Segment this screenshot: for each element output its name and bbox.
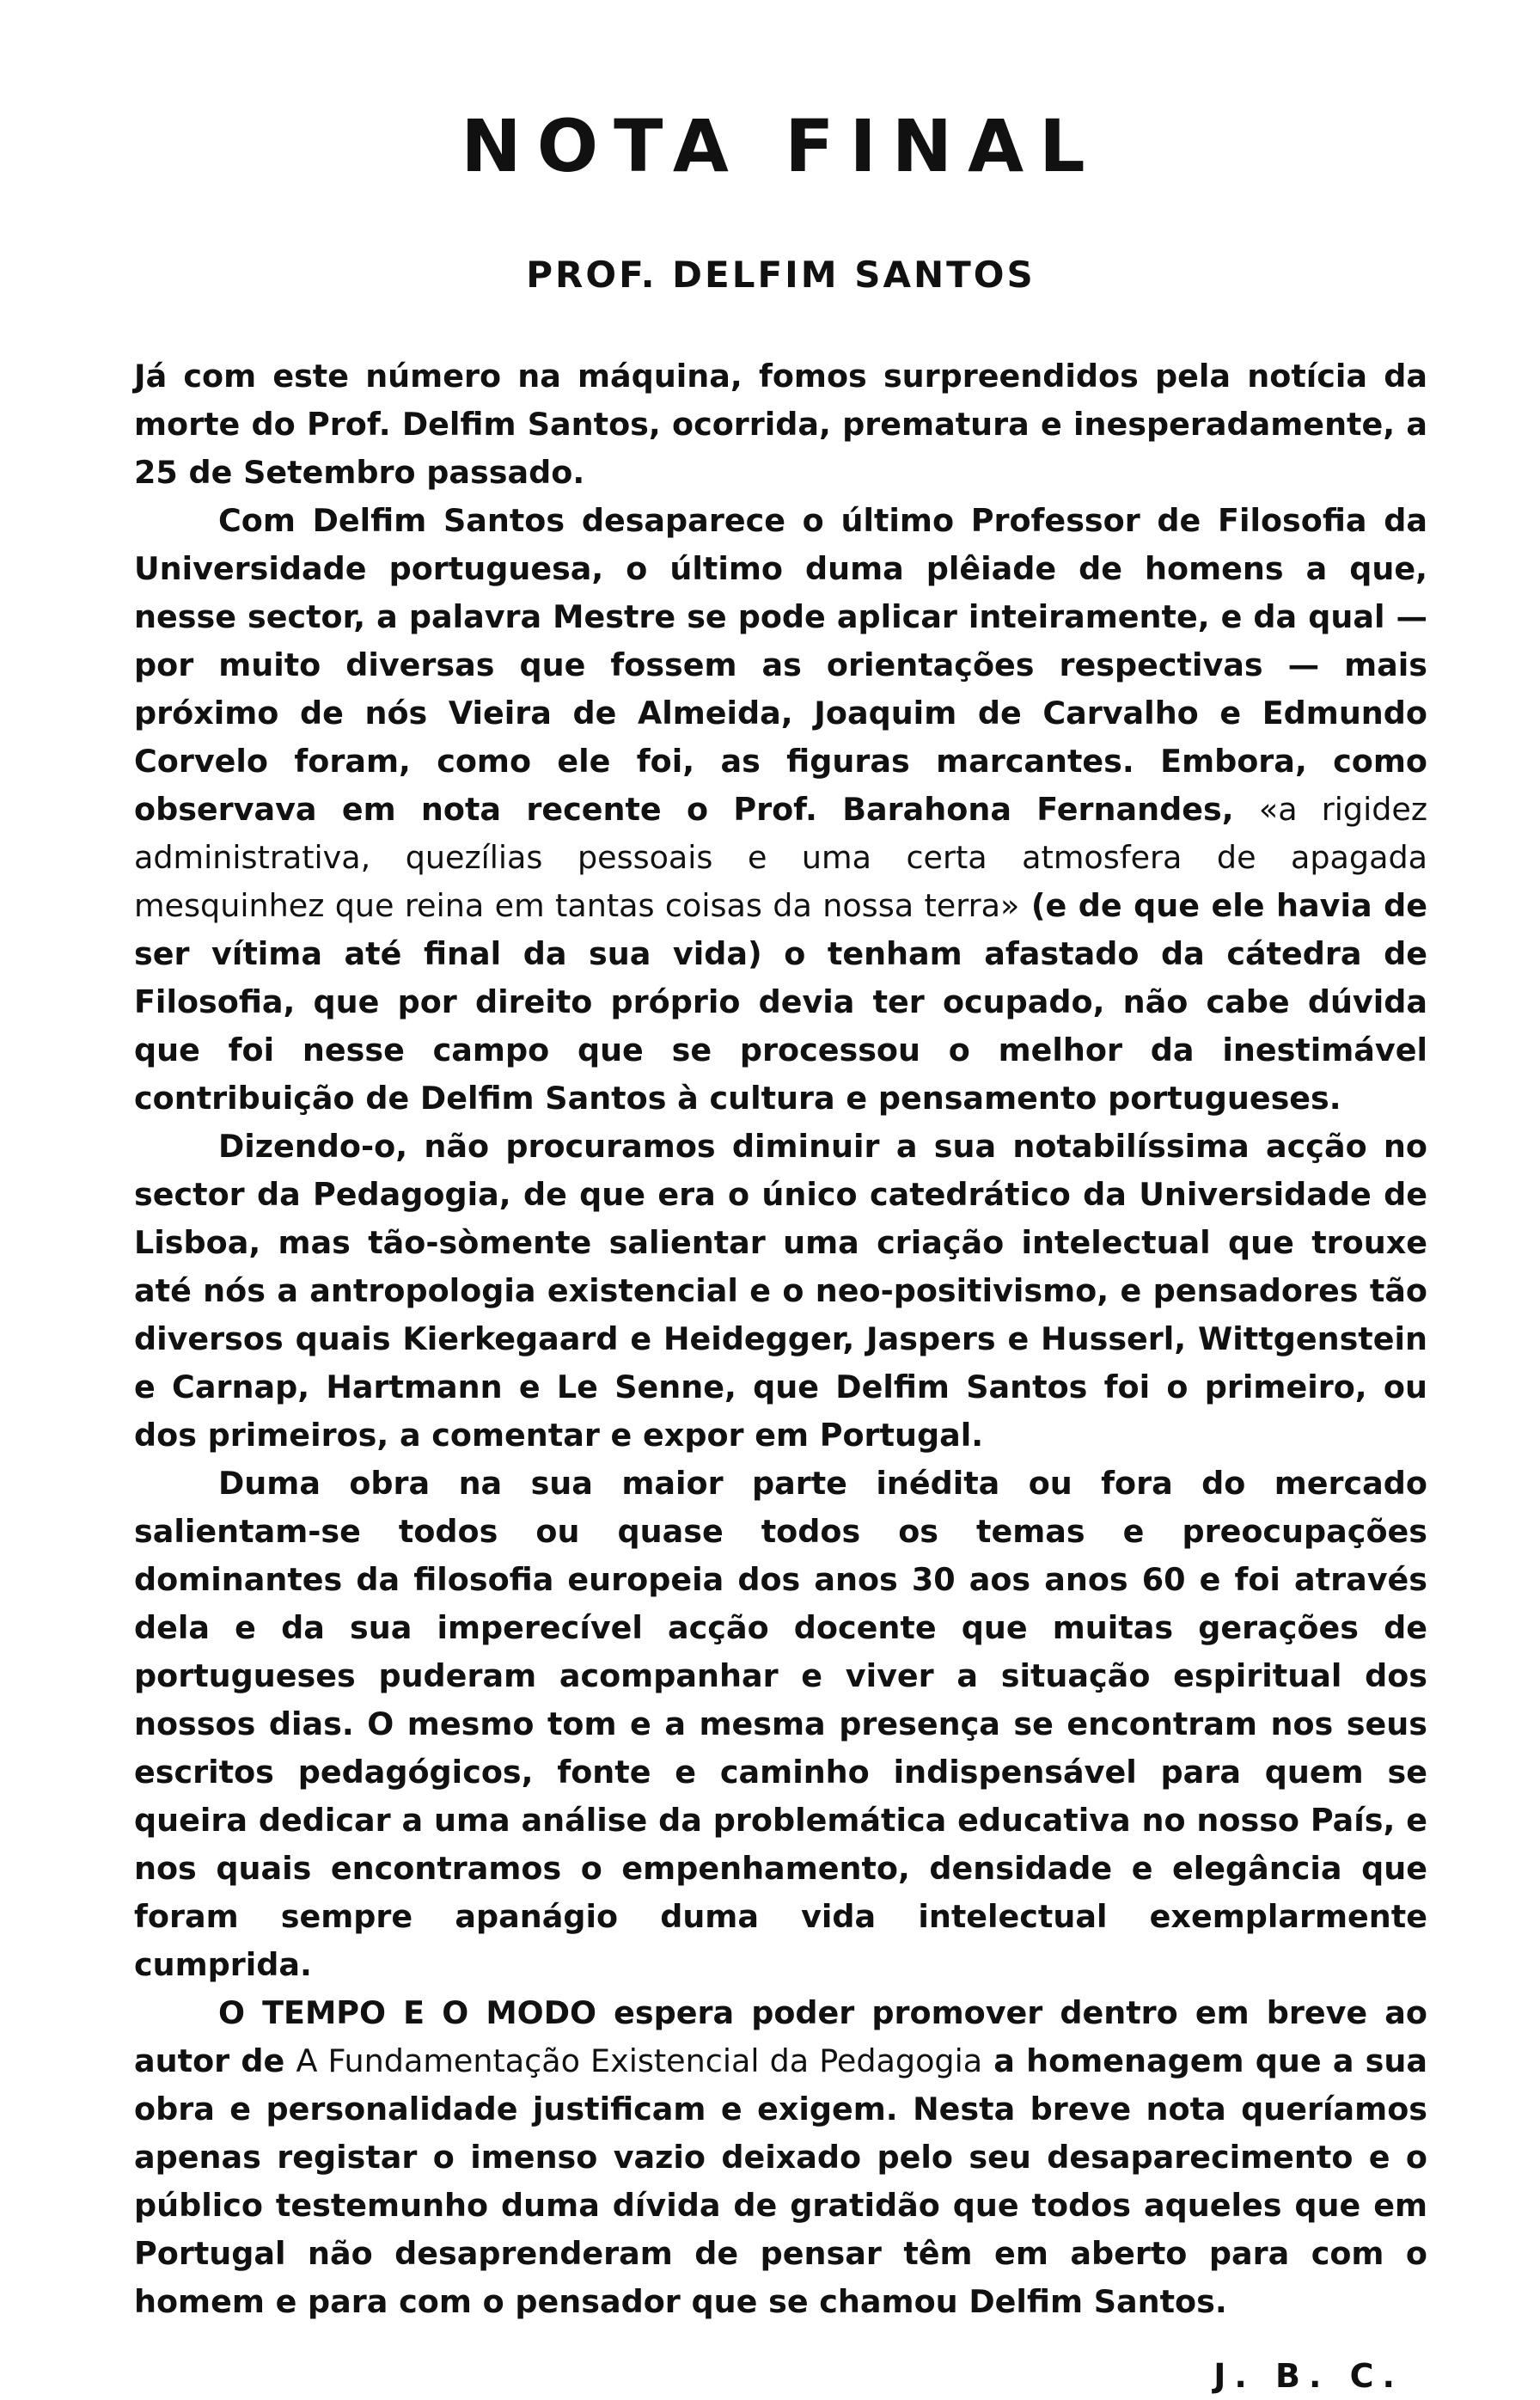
author-signature: J. B. C.	[1213, 2357, 1403, 2395]
paragraph-5-book-title: A Fundamentação Existencial da Pedagogia	[296, 2042, 983, 2079]
article-page	[134, 103, 1427, 2400]
paragraph-2-text-b: (e de que ele havia de ser vítima até final da sua vida) o tenham afastado da cátedra de Filosofia, que por direito próprio devia ter ocupado, não cabe dúvida que foi nesse campo que se processou o melhor da inestimável contribuição de Delfim Santos à cultura e pensamento portugueses.	[134, 887, 1427, 1117]
paragraph-1: Já com este número na máquina, fomos surpreendidos pela notícia da morte do Prof. Delfim Santos, ocorrida, prematura e inesperadamente, a 25 de Setembro passado.	[134, 358, 1427, 491]
paragraph-4: Duma obra na sua maior parte inédita ou fora do mercado salientam-se todos ou quase todos os temas e preocupações dominantes da filosofia europeia dos anos 30 aos anos 60 e foi através dela e da sua imperecível acção docente que muitas gerações de portugueses puderam acompanhar e viver a situação espiritual dos nossos dias. O mesmo tom e a mesma presença se encontram nos seus escritos pedagógicos, fonte e caminho indispensável para quem se queira dedicar a uma análise da problemática educativa no nosso País, e nos quais encontramos o empenhamento, densidade e elegância que foram sempre apanágio duma vida intelectual exemplarmente cumprida.	[134, 1465, 1427, 1983]
paragraph-3: Dizendo-o, não procuramos diminuir a sua notabilíssima acção no sector da Pedagogia, de que era o único catedrático da Universidade de Lisboa, mas tão-sòmente salientar uma criação intelectual que trouxe até nós a antropologia existencial e o neo-positivismo, e pensadores tão diversos quais Kierkegaard e Heidegger, Jaspers e Husserl, Wittgenstein e Carnap, Hartmann e Le Senne, que Delfim Santos foi o primeiro, ou dos primeiros, a comentar e expor em Portugal.	[134, 1128, 1427, 1454]
page-title: NOTA FINAL	[461, 104, 1101, 188]
paragraph-5	[134, 1989, 1427, 2326]
article-body	[134, 352, 1427, 2326]
article-subtitle: PROF. DELFIM SANTOS	[526, 254, 1036, 296]
paragraph-2-text-a: Com Delfim Santos desaparece o último Professor de Filosofia da Universidade portuguesa, o último duma plêiade de homens a que, nesse sector, a palavra Mestre se pode aplicar inteiramente, e da qual — por muito diversas que fossem as orientações respectivas — mais próximo de nós Vieira de Almeida, Joaquim de Carvalho e Edmundo Corvelo foram, como ele foi, as figuras marcantes. Embora, como observava em nota recente o Prof. Barahona Fernandes,	[134, 502, 1427, 828]
paragraph-2	[134, 497, 1427, 1123]
paragraph-5-text-b: a homenagem que a sua obra e personalidade justificam e exigem. Nesta breve nota queríamos apenas registar o imenso vazio deixado pelo seu desaparecimento e o público testemunho duma dívida de gratidão que todos aqueles que em Portugal não desaprenderam de pensar têm em aberto para com o homem e para com o pensador que se chamou Delfim Santos.	[134, 2042, 1427, 2320]
paragraph-2-quote: «a rigidez administrativa, quezílias pessoais e uma certa atmosfera de apagada mesquinhez que reina em tantas coisas da nossa terra»	[134, 791, 1427, 924]
paragraph-5-text-a: O TEMPO E O MODO espera poder promover dentro em breve ao autor de	[134, 1994, 1427, 2079]
